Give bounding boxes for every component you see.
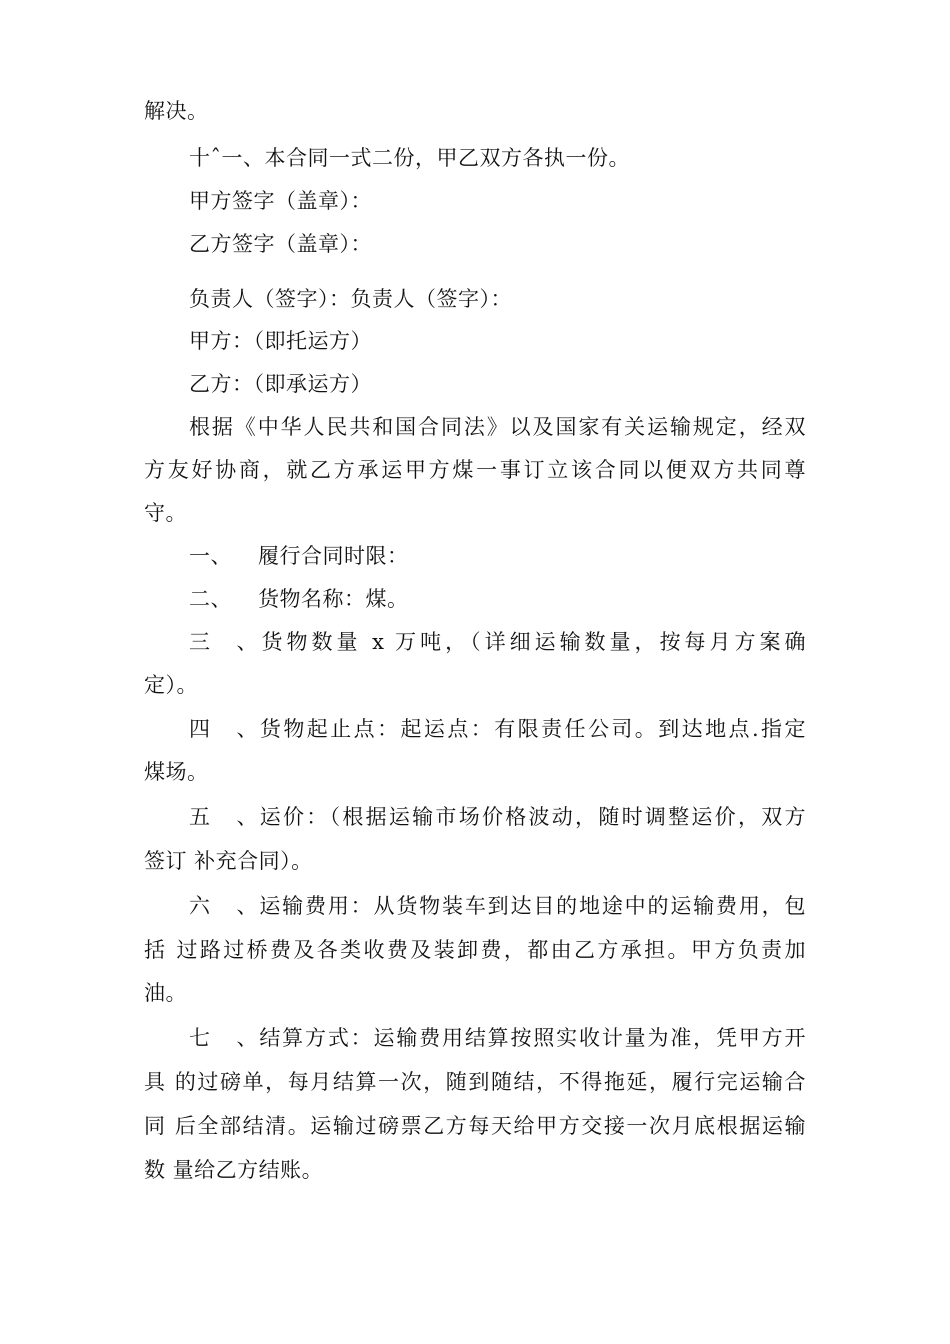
preamble-line: 根据《中华人民共和国合同法》以及国家有关运输规定，经双 (189, 415, 806, 439)
clause-2 (189, 584, 806, 614)
party-a-shipper: 甲方：（即托运方） (189, 329, 372, 353)
clause-7-continued: 数 量给乙方结账。 (144, 1158, 324, 1182)
preamble-line: 守。 (144, 501, 187, 525)
clause-5-continued: 签订 补充合同）。 (144, 849, 313, 873)
responsible-person-signature: 负责人（签字）：负责人（签字）： (189, 287, 512, 311)
clause-7-continued: 具 的过磅单，每月结算一次，随到随结，不得拖延，履行完运输合 (144, 1070, 806, 1094)
preamble-line: 方友好协商，就乙方承运甲方煤一事订立该合同以便双方共同尊 (144, 458, 806, 482)
clause-3 (189, 627, 806, 657)
clause-text: 结算方式：运输费用结算按照实收计量为准，凭甲方开 (258, 1026, 806, 1050)
clause-number: 二、 (189, 587, 232, 611)
clause-text: 运价：（根据运输市场价格波动，随时调整运价，双方 (258, 805, 806, 829)
clause-text: 货物数量 x 万吨，（详细运输数量，按每月方案确 (258, 630, 806, 654)
clause-text: 货物起止点：起运点：有限责任公司。到达地点.指定 (258, 717, 806, 741)
party-b-signature: 乙方签字（盖章）： (189, 232, 372, 256)
party-a-signature: 甲方签字（盖章）： (189, 189, 372, 213)
clause-number: 三、 (189, 630, 258, 654)
clause-number: 一、 (189, 544, 232, 568)
clause-3-continued: 定）。 (144, 673, 198, 697)
clause-number: 七、 (189, 1026, 258, 1050)
clause-4 (189, 714, 806, 744)
clause-text: 履行合同时限： (258, 544, 409, 568)
clause-number: 六、 (189, 894, 258, 918)
clause-number: 五、 (189, 805, 258, 829)
clause-4-continued: 煤场。 (144, 760, 209, 784)
clause-text: 运输费用：从货物装车到达目的地途中的运输费用，包 (258, 894, 806, 918)
text-line: 解决。 (144, 99, 209, 123)
clause-number: 四、 (189, 717, 258, 741)
party-b-carrier: 乙方：（即承运方） (189, 372, 372, 396)
clause-eleven: 十ˆ一、本合同一式二份，甲乙双方各执一份。 (189, 146, 630, 170)
clause-1 (189, 541, 806, 571)
clause-5 (189, 802, 806, 832)
clause-7-continued: 同 后全部结清。运输过磅票乙方每天给甲方交接一次月底根据运输 (144, 1114, 806, 1138)
clause-text: 货物名称：煤。 (258, 587, 409, 611)
clause-6 (189, 891, 806, 921)
clause-7 (189, 1023, 806, 1053)
clause-6-continued: 括 过路过桥费及各类收费及装卸费，都由乙方承担。甲方负责加 (144, 938, 806, 962)
clause-6-continued: 油。 (144, 981, 187, 1005)
